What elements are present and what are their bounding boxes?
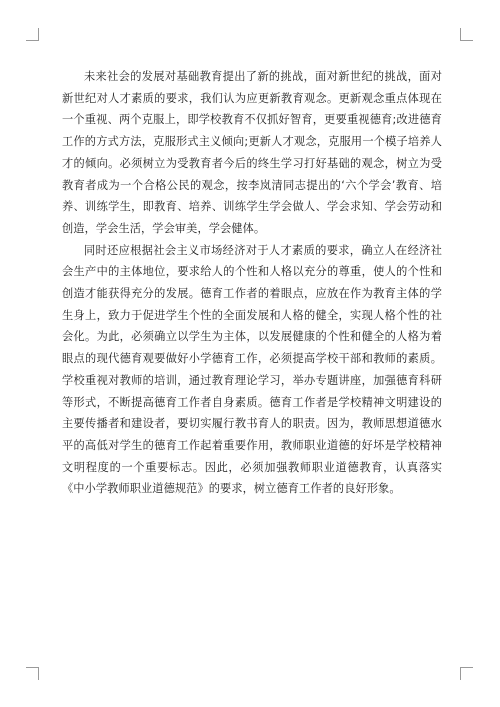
crop-mark-top-right (460, 28, 473, 41)
paragraph-2: 同时还应根据社会主义市场经济对于人才素质的要求，确立人在经济社会生产中的主体地位，要求给人的个性和人格以充分的尊重，使人的个性和创造才能获得充分的发展。德育工作者的着眼点，应放在作为教育主体的学生身上，致力于促进学生个性的全面发展和人格的健全，实现人格个性的社会化。为此，必须确立以学生为主体，以发展健康的个性和健全的人格为着眼点的现代德育观要做好小学德育工作，必须提高学校干部和教师的素质。学校重视对教师的培训，通过教育理论学习，举办专题讲座，加强德育科研等形式，不断提高德育工作者自身素质。德育工作者是学校精神文明建设的主要传播者和建设者，要切实履行教书育人的职责。因为，教师思想道德水平的高低对学生的德育工作起着重要作用，教师职业道德的好坏是学校精神文明程度的一个重要标志。因此，必须加强教师职业道德教育，认真落实《中小学教师职业道德规范》的要求，树立德育工作者的良好形象。 (62, 243, 442, 496)
crop-mark-bottom-right (460, 667, 473, 680)
paragraph-1: 未来社会的发展对基础教育提出了新的挑战，面对新世纪的挑战，面对新世纪对人才素质的要求，我们认为应更新教育观念。更新观念重点体现在一个重视、两个克服上，即学校教育不仅抓好智育，更要重视德育;改进德育工作的方式方法，克服形式主义倾向;更新人才观念，克服用一个模子培养人才的倾向。必须树立为受教育者今后的终生学习打好基础的观念，树立为受教育者成为一个合格公民的观念，按李岚清同志提出的‘六个学会’教育、培养、训练学生，即教育、培养、训练学生学会做人、学会求知、学会劳动和创造，学会生活，学会审美，学会健体。 (62, 70, 442, 235)
crop-mark-top-left (26, 28, 39, 41)
crop-mark-bottom-left (26, 667, 39, 680)
document-body (62, 66, 442, 500)
